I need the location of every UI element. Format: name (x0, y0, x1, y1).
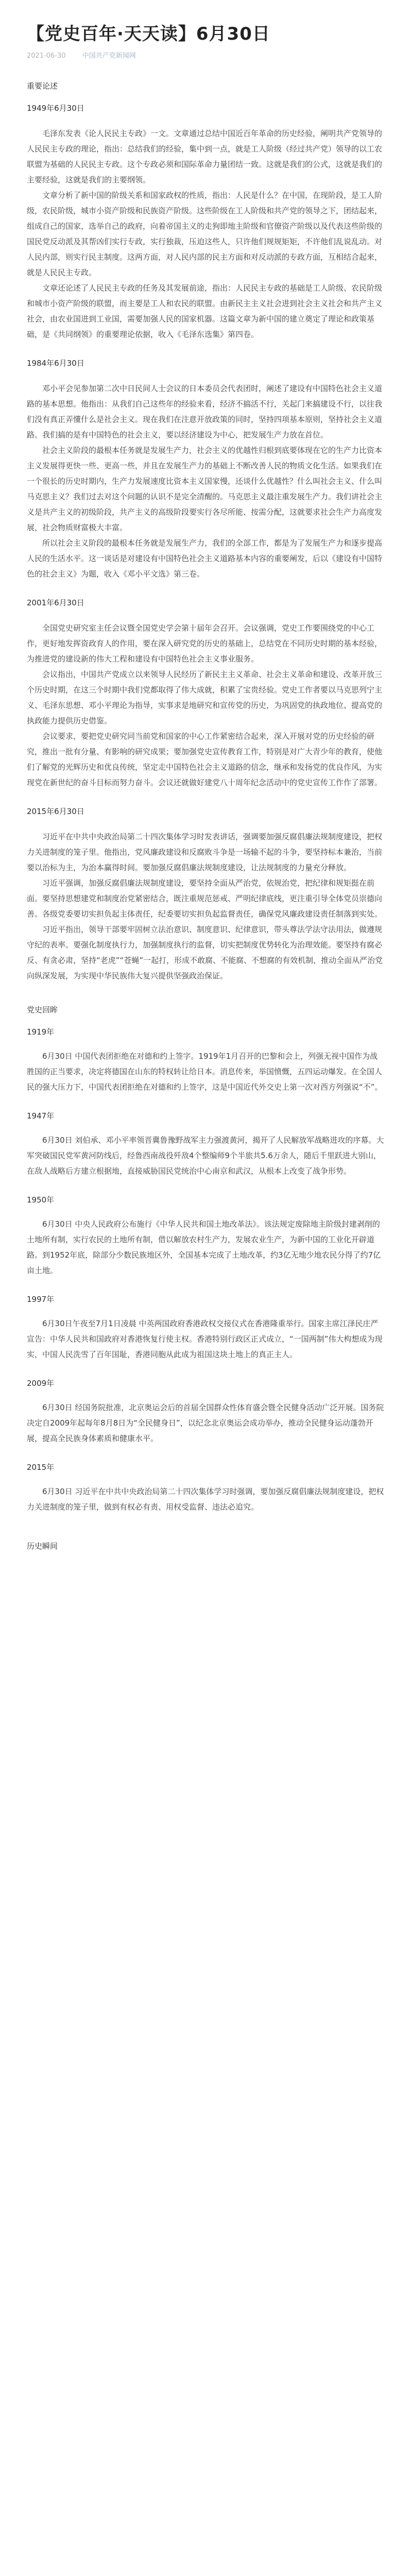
event-spacer (27, 1179, 385, 1194)
event-description: 6月30日 经国务院批准，北京奥运会后的首届全国群众性体育盛会暨全民健身活动广泛开展。国务院决定自2009年起每年8月8日为“全民健身日”，以纪念北京奥运会成功举办，推动全民健身运动蓬勃开展，提高全民族身体素质和健康水平。 (27, 1403, 384, 1443)
review-paragraph: 全国党史研究室主任会议暨全国党史学会第十届年会召开。会议强调，党史工作要围绕党的中心工作，更好地发挥资政育人的作用，要在深入研究党的历史的基础上，总结党在不同历史时期的基本经验，为推进党的建设新的伟大工程和建设有中国特色社会主义事业服务。 (27, 623, 383, 664)
event-spacer (27, 1446, 385, 1462)
event-spacer (27, 1095, 385, 1110)
section-spacer (27, 790, 385, 806)
review-paragraph: 习近平强调，加强反腐倡廉法规制度建设，要坚持全面从严治党，依规治党，把纪律和规矩挺在前面。要坚持思想建党和制度治党紧密结合，既注重规范惩戒、严明纪律底线，更注重引导全体党员崇德向善。各级党委要切实担负起主体责任，纪委要切实担负起监督责任，确保党风廉政建设责任制落到实处。 (27, 878, 383, 919)
event-description: 6月30日 中国代表团拒绝在对德和约上签字。1919年1月召开的巴黎和会上，列强无视中国作为战胜国的正当要求，决定将德国在山东的特权转让给日本。消息传来，举国愤慨，五四运动爆发。在全国人民的强大压力下，中国代表团拒绝在对德和约上签字，这是中国近代外交史上第一次对西方列强说“不”。 (27, 1052, 383, 1092)
event-year: 2009年 (27, 1379, 55, 1388)
page-title: 【党史百年·天天读】6月30日 (27, 24, 270, 44)
review-paragraph: 习近平指出，领导干部要牢固树立法治意识、制度意识、纪律意识，带头尊法学法守法用法，做遵规守纪的表率。要强化制度执行力，加强制度执行的监督，切实把制度优势转化为治理效能。要坚持有腐必反、有贪必肃，坚持“老虎”“苍蝇”一起打，形成不敢腐、不能腐、不想腐的有效机制，推动全面从严治党向纵深发展，为实现中华民族伟大复兴提供坚强政治保证。 (27, 925, 383, 980)
publish-date: 2021-06-30 (27, 52, 66, 60)
event-year: 1997年 (27, 1295, 55, 1304)
review-paragraph: 习近平在中共中央政治局第二十四次集体学习时发表讲话，强调要加强反腐倡廉法规制度建设，把权力关进制度的笼子里。他指出，党风廉政建设和反腐败斗争是一场输不起的斗争，要坚持标本兼治，当前要以治标为主，为治本赢得时间。要加强反腐倡廉法规制度建设，让法规制度的力量充分释放。 (27, 832, 383, 872)
event-description: 6月30日 中央人民政府公布施行《中华人民共和国土地改革法》。该法规定废除地主阶级封建剥削的土地所有制，实行农民的土地所有制，借以解放农村生产力，发展农业生产，为新中国的工业化开辟道路。到1952年底，除部分少数民族地区外，全国基本完成了土地改革，约3亿无地少地农民分得了约7亿亩土地。 (27, 1219, 381, 1275)
source-link[interactable]: 中国共产党新闻网 (82, 52, 136, 60)
review-paragraph: 文章还论述了人民民主专政的任务及其发展前途，指出：人民民主专政的基础是工人阶级、农民阶级和城市小资产阶级的联盟，而主要是工人和农民的联盟。由新民主主义社会进到社会主义社会和共产主义社会，由农业国进到工业国，需要加强人民的国家机器。这篇文章为新中国的建立奠定了理论和政策基础，是《共同纲领》的重要理论依据，收入《毛泽东选集》第四卷。 (27, 283, 383, 339)
event-spacer (27, 1515, 385, 1530)
review-paragraph: 会议要求，要把党史研究同当前党和国家的中心工作紧密结合起来，深入开展对党的历史经验的研究，推出一批有分量、有影响的研究成果；要加强党史宣传教育工作，特别是对广大青少年的教育，使他们了解党的光辉历史和优良传统，坚定走中国特色社会主义道路的信念，继承和发扬党的优良作风，为实现党在新世纪的奋斗目标而努力奋斗。会议还就做好建党八十周年纪念活动中的党史宣传工作作了部署。 (27, 732, 383, 787)
event-year: 1950年 (27, 1195, 55, 1205)
section-title-review: 重要论述 (27, 81, 58, 91)
event-year: 1919年 (27, 1027, 55, 1037)
section-spacer (27, 582, 385, 597)
section-spacer (27, 342, 385, 358)
article-meta (27, 50, 385, 60)
event-spacer (27, 1278, 385, 1294)
section-title-image: 历史瞬间 (27, 1541, 58, 1551)
review-list (27, 103, 385, 999)
review-date: 1984年6月30日 (27, 359, 84, 368)
review-paragraph: 毛泽东发表《论人民民主专政》一文。文章通过总结中国近百年革命的历史经验，阐明共产党领导的人民民主专政的理论，指出：总结我们的经验，集中到一点，就是工人阶级（经过共产党）领导的以工农联盟为基础的人民民主专政。这个专政必须和国际革命力量团结一致。这就是我们的公式，这就是我们的主要经验，这就是我们的主要纲领。 (27, 129, 383, 184)
event-list (27, 1026, 385, 1530)
review-date: 1949年6月30日 (27, 104, 84, 113)
event-year: 1947年 (27, 1111, 55, 1121)
section-spacer (27, 984, 385, 999)
event-description: 6月30日 刘伯承、邓小平率领晋冀鲁豫野战军主力强渡黄河，揭开了人民解放军战略进攻的序幕。大军突破国民党军黄河防线后，经鲁西南战役歼敌4个整编师9个半旅共5.6万余人，随后千里跃进大别山，在敌人战略后方建立根据地，直接威胁国民党统治中心南京和武汉，从根本上改变了战争形势。 (27, 1136, 384, 1176)
review-paragraph: 所以社会主义阶段的最根本任务就是发展生产力，我们的全部工作，都是为了发展生产力和逐步提高人民的生活水平。这一谈话是对建设有中国特色社会主义道路基本内容的重要阐发，后以《建设有中国特色的社会主义》为题，收入《邓小平文选》第三卷。 (27, 538, 383, 579)
event-spacer (27, 1362, 385, 1378)
event-description: 6月30日 习近平在中共中央政治局第二十四次集体学习时强调，要加强反腐倡廉法规制度建设，把权力关进制度的笼子里，做到有权必有责、用权受监督、违法必追究。 (27, 1487, 384, 1512)
review-date: 2001年6月30日 (27, 598, 84, 607)
review-date: 2015年6月30日 (27, 807, 84, 816)
review-paragraph: 会议指出，中国共产党成立以来领导人民经历了新民主主义革命、社会主义革命和建设、改革开放三个历史时期，在这三个时期中我们党都取得了伟大成就，积累了宝贵经验。党史工作者要以马克思列宁主义、毛泽东思想、邓小平理论为指导，实事求是地研究和宣传党的历史，为巩固党的执政地位、提高党的执政能力提供历史借鉴。 (27, 670, 383, 725)
event-description: 6月30日午夜至7月1日凌晨 中英两国政府香港政权交接仪式在香港隆重举行。国家主席江泽民庄严宣告：中华人民共和国政府对香港恢复行使主权。香港特别行政区正式成立，“一国两制”伟大构想成为现实，中国人民洗雪了百年国耻，香港同胞从此成为祖国这块土地上的真正主人。 (27, 1319, 383, 1359)
article-body (27, 20, 385, 1563)
review-paragraph: 社会主义阶段的最根本任务就是发展生产力，社会主义的优越性归根到底要体现在它的生产力比资本主义发展得更快一些、更高一些，并且在发展生产力的基础上不断改善人民的物质文化生活。如果我们在一个很长的历史时期内，生产力发展速度比资本主义国家慢，还谈什么优越性？什么叫社会主义、什么叫马克思主义？我们过去对这个问题的认识不是完全清醒的。马克思主义最注重发展生产力。我们讲社会主义是共产主义的初级阶段，共产主义的高级阶段要实行各尽所能、按需分配，这就要求社会生产力高度发展，社会物质财富极大丰富。 (27, 446, 383, 532)
event-year: 2015年 (27, 1463, 55, 1472)
review-paragraph: 邓小平会见参加第二次中日民间人士会议的日本委员会代表团时，阐述了建设有中国特色社会主义道路的基本思想。他指出：从我们自己这些年的经验来看，经济不搞活不行，关起门来搞建设不行，以往我们没有真正弄懂什么是社会主义。现在我们在注意开放政策的同时，坚持四项基本原则，坚持社会主义道路。我们搞的是有中国特色的社会主义，要以经济建设为中心，把发展生产力放在首位。 (27, 384, 383, 439)
section-title-history: 党史回眸 (27, 1005, 58, 1014)
review-paragraph: 文章分析了新中国的阶级关系和国家政权的性质，指出：人民是什么？在中国，在现阶段，是工人阶级，农民阶级，城市小资产阶级和民族资产阶级。这些阶级在工人阶级和共产党的领导之下，团结起来，组成自己的国家，选举自己的政府，向着帝国主义的走狗即地主阶级和官僚资产阶级以及代表这些阶级的国民党反动派及其帮凶们实行专政，实行独裁，压迫这些人，只许他们规规矩矩，不许他们乱说乱动。对人民内部，则实行民主制度。这两方面，对人民内部的民主方面和对反动派的专政方面，互相结合起来，就是人民民主专政。 (27, 191, 383, 277)
